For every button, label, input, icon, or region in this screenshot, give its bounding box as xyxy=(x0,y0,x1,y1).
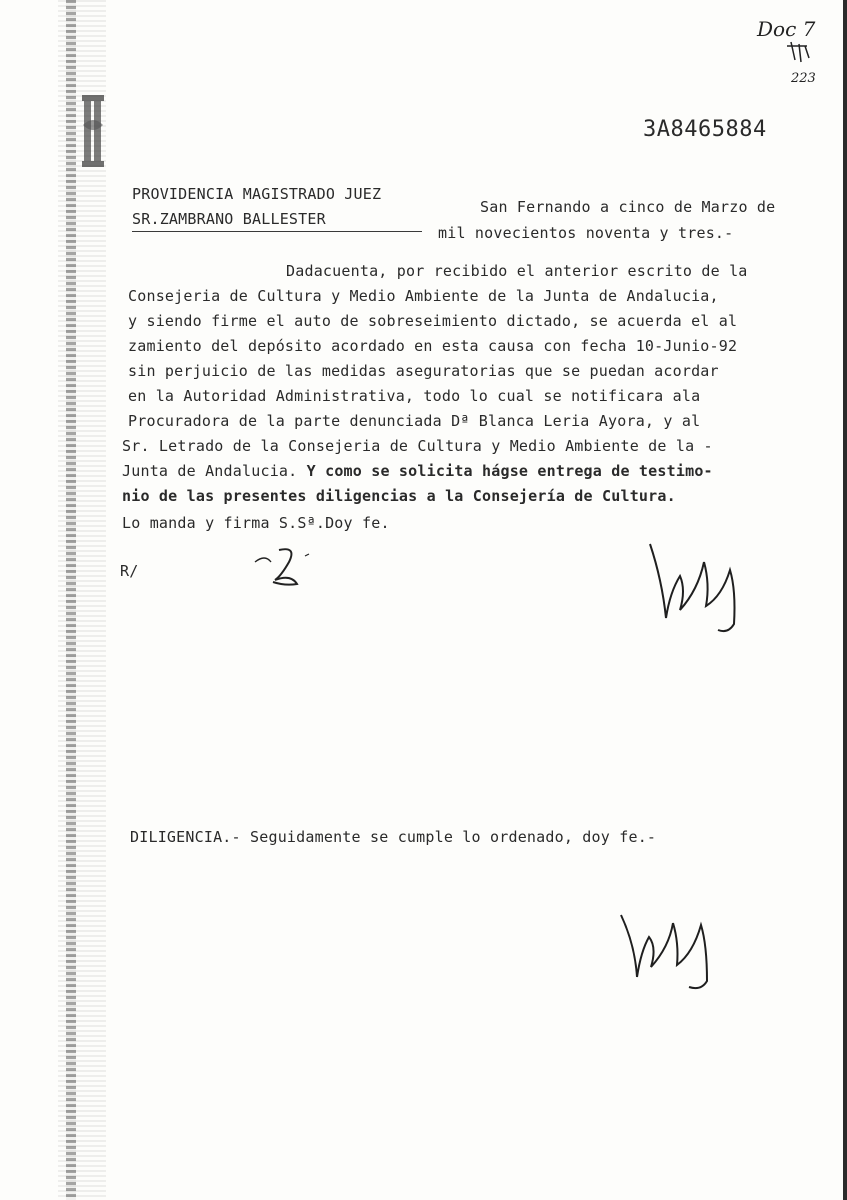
diligencia-line: DILIGENCIA.- Seguidamente se cumple lo ordenado, doy fe.- xyxy=(130,828,657,846)
body-line-1: Dadacuenta, por recibido el anterior escrito de la xyxy=(286,262,748,280)
body-line-8: Sr. Letrado de la Consejeria de Cultura y Medio Ambiente de la - xyxy=(122,437,713,455)
body-line-6: en la Autoridad Administrativa, todo lo cual se notificara ala xyxy=(128,387,701,405)
body-line-3: y siendo firme el auto de sobreseimiento dictado, se acuerda el al xyxy=(128,312,738,330)
body-line-7: Procuradora de la parte denunciada Dª Blanca Leria Ayora, y al xyxy=(128,412,701,430)
body-line-5: sin perjuicio de las medidas aseguratorias que se puedan acordar xyxy=(128,362,719,380)
header-underline xyxy=(132,231,422,232)
corner-handwritten-note-icon xyxy=(755,10,825,90)
header-right-line1: San Fernando a cinco de Marzo de xyxy=(480,198,776,216)
header-right-line2: mil novecientos noventa y tres.- xyxy=(438,224,734,242)
signature-1-icon xyxy=(640,530,750,640)
header-left-line1: PROVIDENCIA MAGISTRADO JUEZ xyxy=(132,185,382,203)
coat-of-arms-icon xyxy=(80,95,106,175)
scan-edge-right xyxy=(843,0,847,1200)
body-line-9 xyxy=(122,462,713,480)
document-id: 3A8465884 xyxy=(643,117,767,142)
initials-mark-icon xyxy=(245,540,315,590)
scan-edge-left-dark xyxy=(66,0,76,1200)
signature-2-icon xyxy=(615,885,725,995)
body-line-2: Consejeria de Cultura y Medio Ambiente de la Junta de Andalucia, xyxy=(128,287,719,305)
header-left-line2: SR.ZAMBRANO BALLESTER xyxy=(132,210,326,228)
body-line-9-bold: Y como se solicita hágse entrega de testimo- xyxy=(306,462,713,480)
corner-note-doc: Doc 7 xyxy=(757,17,816,41)
closing-line: Lo manda y firma S.Sª.Doy fe. xyxy=(122,514,390,532)
rubric-label: R/ xyxy=(120,562,139,580)
body-line-4: zamiento del depósito acordado en esta causa con fecha 10-Junio-92 xyxy=(128,337,738,355)
body-line-10-bold: nio de las presentes diligencias a la Consejería de Cultura. xyxy=(122,487,676,505)
corner-note-number: 223 xyxy=(791,71,816,86)
body-line-9-regular: Junta de Andalucia. xyxy=(122,462,298,480)
